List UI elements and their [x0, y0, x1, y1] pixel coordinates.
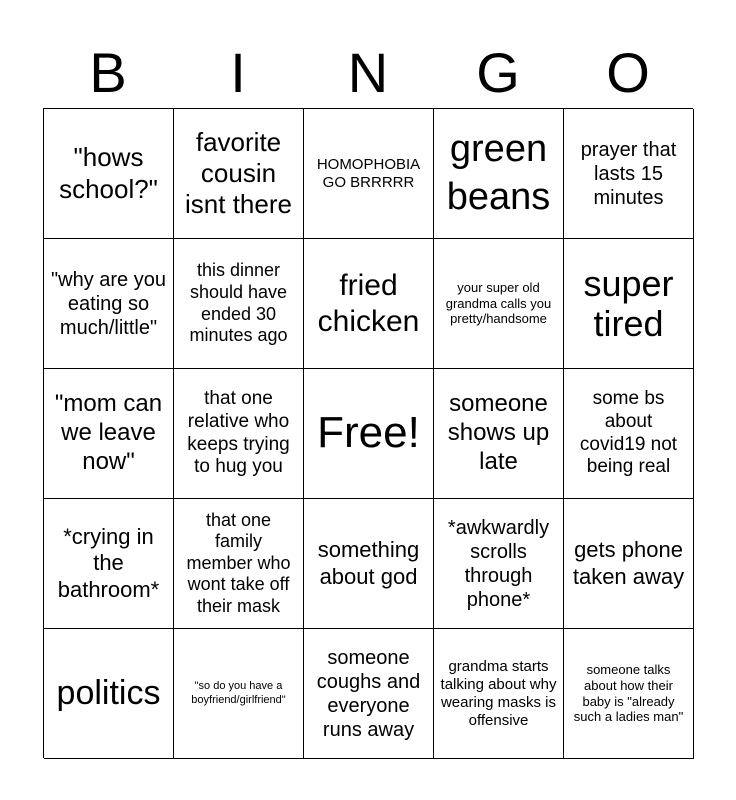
header-letter-g: G — [476, 41, 520, 104]
bingo-cell[interactable]: grandma starts talking about why wearing masks is offensive — [434, 629, 564, 759]
bingo-cell[interactable]: someone talks about how their baby is "already such a ladies man" — [564, 629, 694, 759]
bingo-board — [43, 108, 693, 758]
bingo-cell[interactable]: that one relative who keeps trying to hug you — [174, 369, 304, 499]
bingo-cell[interactable]: "so do you have a boyfriend/girlfriend" — [174, 629, 304, 759]
bingo-cell[interactable]: that one family member who wont take off their mask — [174, 499, 304, 629]
bingo-cell[interactable]: someone coughs and everyone runs away — [304, 629, 434, 759]
header-letter-b: B — [89, 41, 127, 104]
bingo-cell[interactable]: *crying in the bathroom* — [44, 499, 174, 629]
bingo-cell[interactable]: some bs about covid19 not being real — [564, 369, 694, 499]
bingo-cell[interactable]: HOMOPHOBIA GO BRRRRR — [304, 109, 434, 239]
bingo-cell[interactable]: "mom can we leave now" — [44, 369, 174, 499]
bingo-cell[interactable]: someone shows up late — [434, 369, 564, 499]
bingo-cell[interactable]: favorite cousin isnt there — [174, 109, 304, 239]
bingo-cell[interactable]: fried chicken — [304, 239, 434, 369]
header-letter-n: N — [347, 41, 389, 104]
bingo-cell[interactable]: prayer that lasts 15 minutes — [564, 109, 694, 239]
bingo-cell[interactable]: your super old grandma calls you pretty/handsome — [434, 239, 564, 369]
bingo-cell[interactable]: politics — [44, 629, 174, 759]
bingo-cell[interactable]: super tired — [564, 239, 694, 369]
free-space[interactable]: Free! — [304, 369, 434, 499]
bingo-cell[interactable]: green beans — [434, 109, 564, 239]
bingo-cell[interactable]: something about god — [304, 499, 434, 629]
bingo-cell[interactable]: this dinner should have ended 30 minutes ago — [174, 239, 304, 369]
header-letter-o: O — [606, 41, 650, 104]
bingo-header — [43, 38, 693, 108]
bingo-cell[interactable]: "hows school?" — [44, 109, 174, 239]
bingo-cell[interactable]: "why are you eating so much/little" — [44, 239, 174, 369]
header-letter-i: I — [230, 41, 246, 104]
bingo-cell[interactable]: gets phone taken away — [564, 499, 694, 629]
bingo-cell[interactable]: *awkwardly scrolls through phone* — [434, 499, 564, 629]
